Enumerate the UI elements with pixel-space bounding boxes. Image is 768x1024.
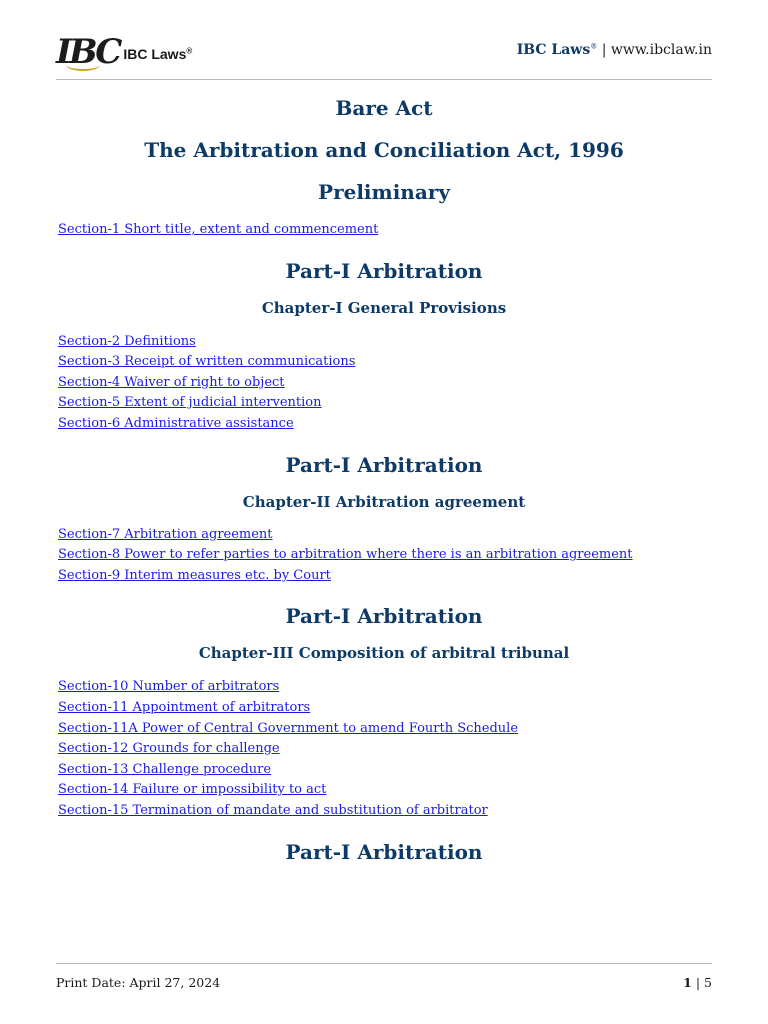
page-total: 5 [704,975,712,990]
doc-title-act-name: The Arbitration and Conciliation Act, 1996 [144,138,624,162]
section-link[interactable]: Section-9 Interim measures etc. by Court [58,567,331,583]
list-item [58,566,710,587]
section-link[interactable]: Section-7 Arbitration agreement [58,526,273,542]
logo-swoosh-icon [66,59,100,71]
section-link[interactable]: Section-13 Challenge procedure [58,761,272,777]
section-link[interactable]: Section-14 Failure or impossibility to act [58,782,327,798]
footer-divider [56,963,712,964]
section-link[interactable]: Section-5 Extent of judicial intervention [58,395,322,411]
list-item [58,220,710,241]
list-item [58,760,710,781]
section-link[interactable]: Section-2 Definitions [58,333,196,349]
header-brand: IBC Laws [516,42,591,58]
page-number [683,975,712,990]
header-separator: | [601,42,607,58]
chapter-2-section-list [58,525,710,587]
chapter-heading: Chapter-II Arbitration agreement [242,492,526,511]
list-item [58,373,710,394]
section-link[interactable]: Section-11A Power of Central Government to amend Fourth Schedule [58,720,519,736]
page-header [56,28,712,76]
section-link[interactable]: Section-6 Administrative assistance [58,415,294,431]
list-item [58,545,710,566]
header-website[interactable]: www.ibclaw.in [610,42,712,58]
header-divider [56,79,712,80]
chapter-heading: Chapter-III Composition of arbitral tribunal [198,644,570,663]
part-heading: Part-I Arbitration [285,839,483,864]
list-item [58,525,710,546]
part-heading: Part-I Arbitration [285,604,483,629]
list-item [58,801,710,822]
list-item [58,677,710,698]
ibc-laws-logo[interactable] [56,32,192,72]
section-link[interactable]: Section-10 Number of arbitrators [58,679,280,695]
list-item [58,698,710,719]
list-item [58,414,710,435]
list-item [58,780,710,801]
section-link[interactable]: Section-4 Waiver of right to object [58,374,285,390]
preliminary-section-list [58,220,710,241]
doc-title-bare-act: Bare Act [335,96,433,120]
chapter-heading: Chapter-I General Provisions [261,298,507,317]
print-date: Print Date: April 27, 2024 [56,975,221,990]
section-link[interactable]: Section-1 Short title, extent and commencement [58,222,379,237]
list-item [58,719,710,740]
chapter-3-section-list [58,677,710,821]
part-heading: Part-I Arbitration [285,452,483,477]
page-current: 1 [683,975,692,990]
section-link[interactable]: Section-8 Power to refer parties to arbitration where there is an arbitration agreement [58,547,633,563]
part-heading: Part-I Arbitration [285,258,483,283]
list-item [58,332,710,353]
list-item [58,352,710,373]
logo-text: IBC Laws® [123,46,193,62]
section-link[interactable]: Section-15 Termination of mandate and substitution of arbitrator [58,802,488,818]
document-body [58,92,710,866]
list-item [58,739,710,760]
header-brand-reg: ® [590,42,598,51]
logo-mark: IBC [56,32,120,72]
header-brand-site [517,42,712,58]
section-heading-preliminary: Preliminary [318,180,450,204]
list-item [58,393,710,414]
section-link[interactable]: Section-3 Receipt of written communications [58,354,356,370]
section-link[interactable]: Section-12 Grounds for challenge [58,741,280,757]
section-link[interactable]: Section-11 Appointment of arbitrators [58,699,311,715]
page-separator: | [695,975,701,990]
chapter-1-section-list [58,332,710,435]
